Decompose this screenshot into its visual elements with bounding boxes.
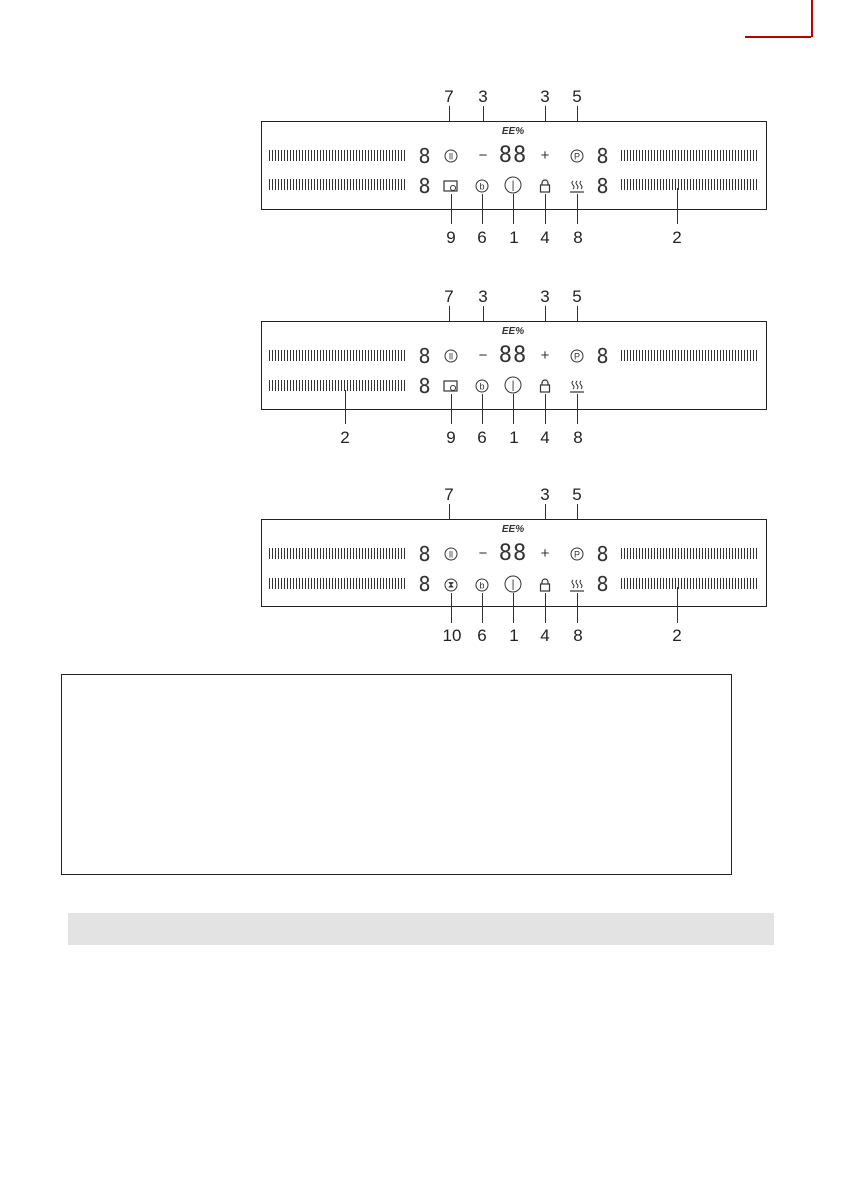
slider-top-left[interactable]: [269, 548, 406, 559]
slider-bottom-right[interactable]: [621, 578, 759, 589]
callout-6: 6: [477, 626, 487, 645]
crop-mark-horizontal: [745, 36, 811, 38]
callout-10: 10: [442, 626, 462, 645]
callout-9: 9: [446, 228, 456, 247]
plus-icon[interactable]: +: [540, 147, 550, 164]
zone-display-top-right: 8: [596, 344, 610, 368]
callout-1: 1: [509, 228, 519, 247]
leader-line: [345, 390, 346, 424]
section-heading-bar: [68, 913, 774, 945]
leader-line: [577, 593, 578, 623]
bridge-zone-icon[interactable]: [443, 379, 459, 393]
callout-7: 7: [444, 287, 454, 306]
callout-3-minus: 3: [478, 87, 488, 106]
slider-top-right[interactable]: [621, 150, 759, 161]
callout-2: 2: [340, 428, 350, 447]
slider-top-right[interactable]: [621, 350, 759, 361]
leader-line: [577, 194, 578, 224]
callout-7: 7: [444, 485, 454, 504]
callout-3-plus: 3: [540, 87, 550, 106]
callout-6: 6: [477, 428, 487, 447]
callout-7: 7: [444, 87, 454, 106]
timer-display: 88: [498, 541, 528, 566]
callout-6: 6: [477, 228, 487, 247]
callout-1: 1: [509, 428, 519, 447]
callout-8: 8: [573, 428, 583, 447]
timer-icon[interactable]: ⧗: [445, 579, 458, 592]
slider-bottom-left[interactable]: [269, 578, 406, 589]
callout-4: 4: [540, 626, 550, 645]
leader-line: [545, 593, 546, 623]
callout-5: 5: [572, 287, 582, 306]
zone-display-bottom-left: 8: [418, 572, 432, 596]
leader-line: [513, 593, 514, 623]
lock-icon[interactable]: [539, 578, 551, 592]
callout-2: 2: [672, 626, 682, 645]
leader-line: [482, 194, 483, 224]
callout-8: 8: [573, 228, 583, 247]
leader-line: [545, 194, 546, 224]
power-boost-icon[interactable]: P: [571, 150, 584, 163]
slider-bottom-left[interactable]: [269, 179, 406, 190]
zone-display-bottom-left: 8: [418, 174, 432, 198]
booster-icon[interactable]: b: [476, 180, 489, 193]
callout-4: 4: [540, 228, 550, 247]
callout-8: 8: [573, 626, 583, 645]
zone-display-top-right: 8: [596, 144, 610, 168]
slider-top-left[interactable]: [269, 350, 406, 361]
booster-icon[interactable]: b: [476, 380, 489, 393]
leader-line: [545, 394, 546, 424]
plus-icon[interactable]: +: [540, 545, 550, 562]
callout-3-plus: 3: [540, 485, 550, 504]
callout-2: 2: [672, 228, 682, 247]
callout-9: 9: [446, 428, 456, 447]
callout-3-plus: 3: [540, 287, 550, 306]
callout-3-minus: 3: [478, 287, 488, 306]
zone-display-top-left: 8: [418, 144, 432, 168]
callout-5: 5: [572, 87, 582, 106]
zone-display-top-left: 8: [418, 542, 432, 566]
power-on-off-icon[interactable]: |: [505, 576, 522, 593]
leader-line: [451, 394, 452, 424]
leader-line: [677, 587, 678, 623]
bridge-zone-icon[interactable]: [443, 179, 459, 193]
keep-warm-icon[interactable]: [569, 379, 585, 393]
lock-icon[interactable]: [539, 179, 551, 193]
leader-line: [451, 593, 452, 623]
timer-display: 88: [498, 143, 528, 168]
leader-line: [482, 394, 483, 424]
zone-display-bottom-right: 8: [596, 572, 610, 596]
power-boost-icon[interactable]: P: [571, 350, 584, 363]
minus-icon[interactable]: −: [478, 147, 488, 164]
booster-icon[interactable]: b: [476, 579, 489, 592]
power-on-off-icon[interactable]: |: [505, 177, 522, 194]
leader-line: [513, 394, 514, 424]
zone-display-bottom-left: 8: [418, 374, 432, 398]
pause-icon[interactable]: ll: [445, 548, 458, 561]
power-boost-icon[interactable]: P: [571, 548, 584, 561]
pause-icon[interactable]: ll: [445, 150, 458, 163]
callout-4: 4: [540, 428, 550, 447]
empty-content-box: [61, 674, 732, 875]
leader-line: [677, 188, 678, 224]
callout-5: 5: [572, 485, 582, 504]
leader-line: [577, 394, 578, 424]
energy-indicator: EE%: [501, 524, 525, 535]
minus-icon[interactable]: −: [478, 545, 488, 562]
crop-mark-vertical: [811, 0, 813, 37]
slider-bottom-left[interactable]: [269, 380, 406, 391]
zone-display-top-right: 8: [596, 542, 610, 566]
keep-warm-icon[interactable]: [569, 179, 585, 193]
keep-warm-icon[interactable]: [569, 578, 585, 592]
plus-icon[interactable]: +: [540, 347, 550, 364]
lock-icon[interactable]: [539, 379, 551, 393]
slider-bottom-right[interactable]: [621, 179, 759, 190]
timer-display: 88: [498, 343, 528, 368]
callout-1: 1: [509, 626, 519, 645]
energy-indicator: EE%: [501, 326, 525, 337]
zone-display-bottom-right: 8: [596, 174, 610, 198]
leader-line: [451, 194, 452, 224]
slider-top-right[interactable]: [621, 548, 759, 559]
energy-indicator: EE%: [501, 126, 525, 137]
power-on-off-icon[interactable]: |: [505, 377, 522, 394]
pause-icon[interactable]: ll: [445, 350, 458, 363]
leader-line: [482, 593, 483, 623]
zone-display-top-left: 8: [418, 344, 432, 368]
slider-top-left[interactable]: [269, 150, 406, 161]
leader-line: [513, 194, 514, 224]
minus-icon[interactable]: −: [478, 347, 488, 364]
